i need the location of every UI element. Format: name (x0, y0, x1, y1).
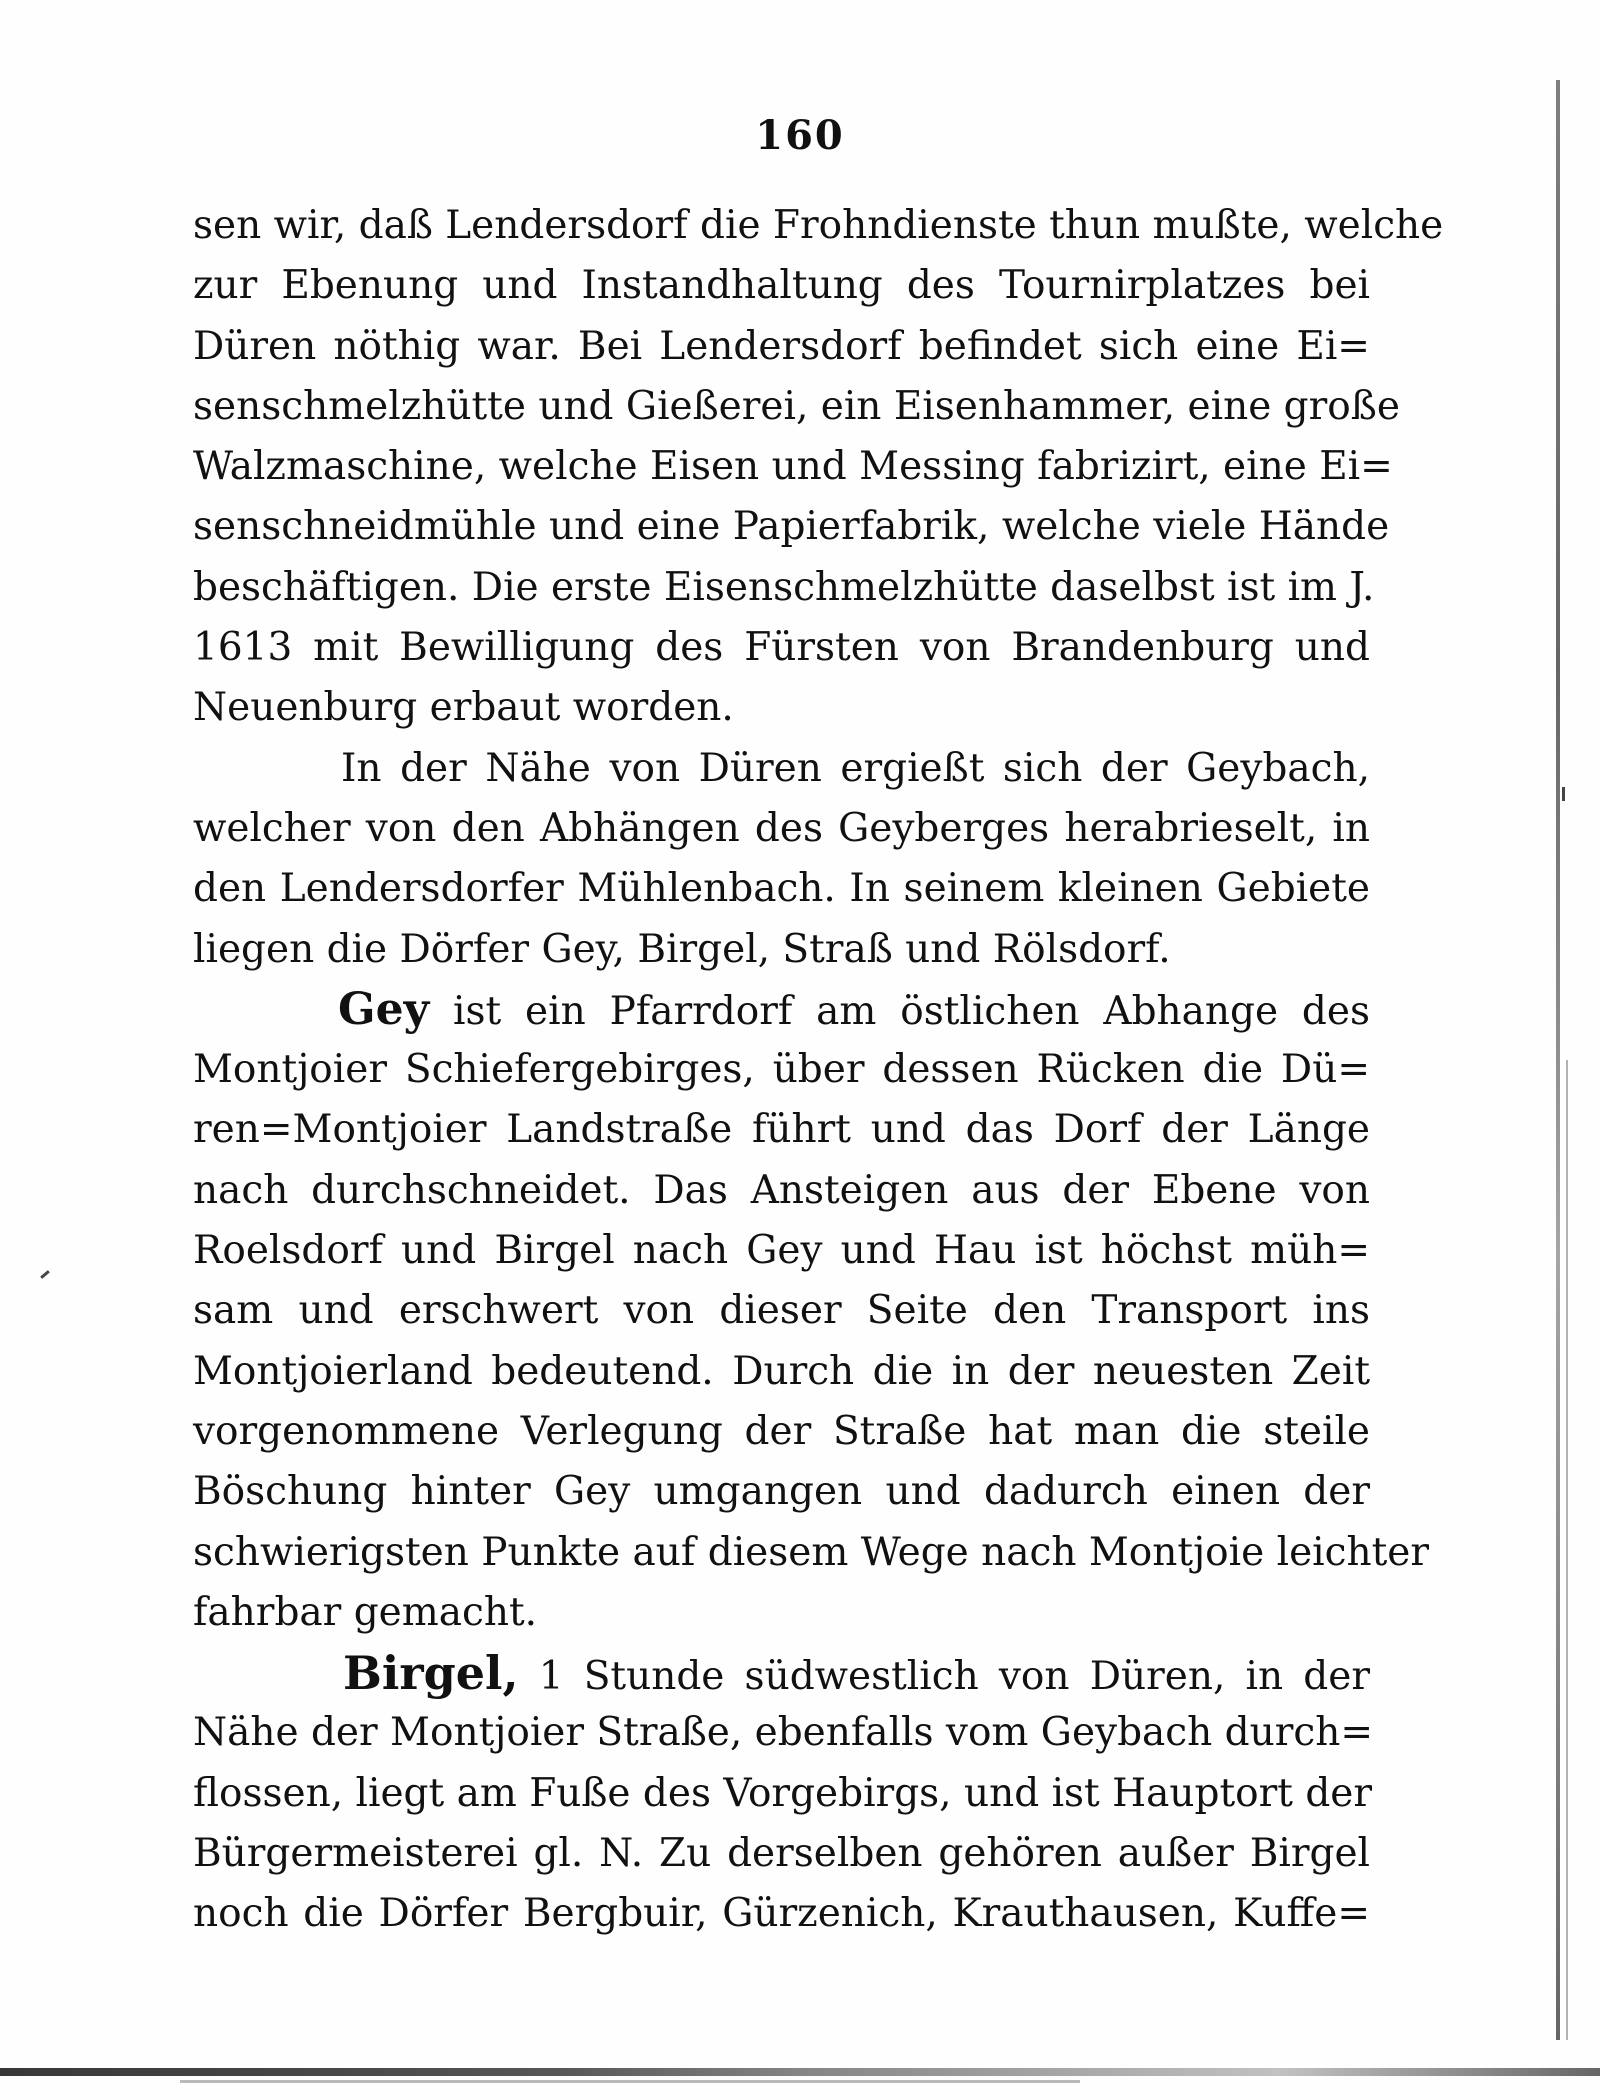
text-line: sam und erschwert von dieser Seite den Transport ins (193, 1288, 1370, 1334)
scan-edge-line (1566, 1060, 1568, 2040)
page-number: 160 (755, 112, 845, 159)
text-line: noch die Dörfer Bergbuir, Gürzenich, Krauthausen, Kuffe= (193, 1891, 1370, 1937)
text-line: Düren nöthig war. Bei Lendersdorf befindet sich eine Ei= (193, 323, 1370, 369)
text-line: sen wir, daß Lendersdorf die Frohndienste thun mußte, welche (193, 203, 1444, 248)
paragraph-geybach (193, 739, 1370, 980)
text-line: Bürgermeisterei gl. N. Zu derselben gehören außer Birgel (193, 1831, 1370, 1877)
text-line: Montjoierland bedeutend. Durch die in der neuesten Zeit (193, 1348, 1370, 1394)
paragraph-gey (193, 980, 1429, 1643)
scan-speck (40, 1270, 50, 1279)
text-line: nach durchschneidet. Das Ansteigen aus der Ebene von (193, 1167, 1370, 1213)
entry-heading-birgel: Birgel, (343, 1646, 519, 1701)
text-line: Roelsdorf und Birgel nach Gey und Hau ist höchst müh= (193, 1228, 1370, 1274)
text-line-rest: ist ein Pfarrdorf am östlichen Abhange des (429, 988, 1370, 1034)
text-line: Nähe der Montjoier Straße, ebenfalls vom Geybach durch= (193, 1710, 1374, 1756)
text-line: flossen, liegt am Fuße des Vorgebirgs, und ist Hauptort der (193, 1770, 1373, 1816)
text-line: Neuenburg erbaut worden. (193, 685, 734, 731)
text-line-first (193, 980, 1370, 1040)
text-line: Böschung hinter Gey umgangen und dadurch einen der (193, 1469, 1370, 1515)
text-line: senschmelzhütte und Gießerei, ein Eisenhammer, eine große (193, 383, 1400, 429)
text-line-first (193, 1643, 1370, 1703)
text-line: liegen die Dörfer Gey, Birgel, Straß und Rölsdorf. (193, 926, 1171, 972)
scan-edge-shadow (1556, 80, 1560, 2040)
text-line: Walzmaschine, welche Eisen und Messing fabrizirt, eine Ei= (193, 444, 1393, 490)
text-line: In der Nähe von Düren ergießt sich der Geybach, (341, 745, 1370, 791)
paragraph-lendersdorf (193, 196, 1444, 739)
text-line-rest: 1 Stunde südwestlich von Düren, in der (518, 1654, 1370, 1700)
text-line: zur Ebenung und Instandhaltung des Tournirplatzes bei (193, 263, 1370, 309)
text-line: Montjoier Schiefergebirges, über dessen Rücken die Dü= (193, 1047, 1370, 1093)
text-line: schwierigsten Punkte auf diesem Wege nach Montjoie leichter (193, 1529, 1429, 1575)
text-line: 1613 mit Bewilligung des Fürsten von Brandenburg und (193, 625, 1370, 671)
text-line: ren=Montjoier Landstraße führt und das Dorf der Länge (193, 1107, 1370, 1153)
scan-speck (1562, 787, 1565, 801)
text-line: fahrbar gemacht. (193, 1589, 538, 1635)
paragraph-birgel (193, 1643, 1374, 1944)
scan-bottom-edge (0, 2068, 1600, 2076)
entry-heading-gey: Gey (338, 983, 430, 1035)
text-line: senschneidmühle und eine Papierfabrik, welche viele Hände (193, 504, 1390, 550)
text-line: den Lendersdorfer Mühlenbach. In seinem kleinen Gebiete (193, 866, 1370, 912)
scan-bottom-line (180, 2080, 1080, 2083)
text-line: welcher von den Abhängen des Geyberges herabrieselt, in (193, 805, 1370, 851)
text-line: vorgenommene Verlegung der Straße hat man die steile (193, 1408, 1370, 1454)
text-line: beschäftigen. Die erste Eisenschmelzhütte daselbst ist im J. (193, 564, 1375, 610)
body-text (193, 196, 1444, 1945)
